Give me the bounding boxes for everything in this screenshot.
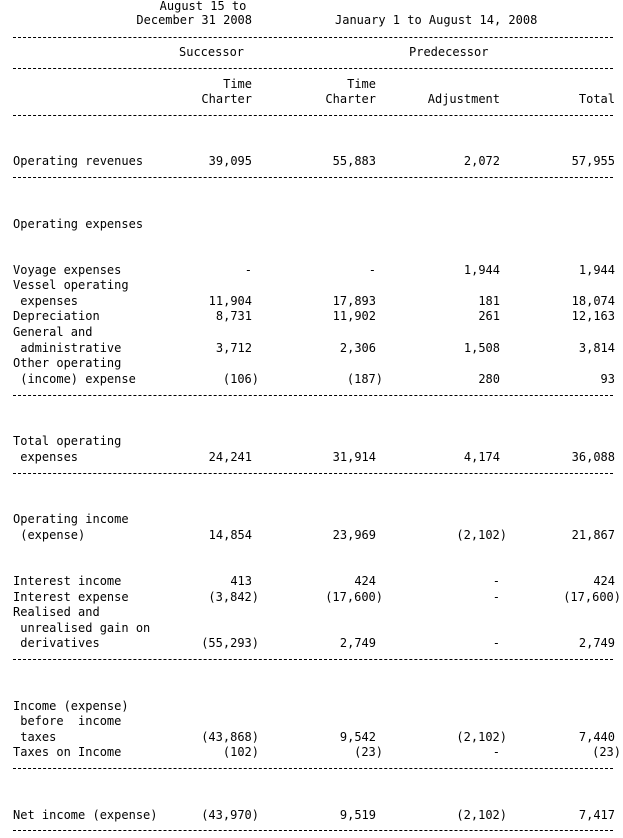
row-label-derivatives: Realised and: [13, 605, 100, 619]
value-cell: 181: [478, 294, 500, 308]
value-cell: 4,174: [463, 450, 500, 464]
value-cell: 11,902: [332, 309, 376, 323]
predecessor-label: Predecessor: [409, 45, 489, 59]
value-cell: (23): [592, 745, 621, 759]
value-cell: 55,883: [332, 154, 376, 168]
value-cell: 17,893: [332, 294, 376, 308]
value-cell: (43,970): [201, 808, 259, 822]
value-cell: 36,088: [571, 450, 615, 464]
value-cell: -: [244, 263, 252, 277]
value-cell: 21,867: [571, 528, 615, 542]
value-cell: 280: [478, 372, 500, 386]
rule: [13, 659, 613, 660]
row-label-other-operating: Other operating: [13, 356, 122, 370]
value-cell: (43,868): [201, 730, 259, 744]
value-cell: 11,904: [208, 294, 252, 308]
value-cell: -: [492, 636, 500, 650]
section-heading-operating-expenses: Operating expenses: [13, 217, 144, 231]
value-cell: 3,814: [578, 341, 615, 355]
row-label-voyage-expenses: Voyage expenses: [13, 263, 122, 277]
value-cell: 23,969: [332, 528, 376, 542]
value-cell: (2,102): [456, 528, 507, 542]
row-label-vessel-operating-cont: expenses: [13, 294, 79, 308]
value-cell: 9,542: [339, 730, 376, 744]
rule: [13, 177, 613, 178]
value-cell: 2,306: [339, 341, 376, 355]
rule: [13, 830, 613, 831]
row-label-total-operating-cont: expenses: [13, 450, 79, 464]
row-label-operating-income: Operating income: [13, 512, 129, 526]
col3-header: Adjustment: [427, 92, 500, 106]
value-cell: 1,944: [463, 263, 500, 277]
rule: [13, 473, 613, 474]
value-cell: (102): [222, 745, 259, 759]
rule: [13, 768, 613, 769]
value-cell: 18,074: [571, 294, 615, 308]
row-label-vessel-operating: Vessel operating: [13, 278, 129, 292]
predecessor-period: January 1 to August 14, 2008: [335, 13, 538, 27]
value-cell: (55,293): [201, 636, 259, 650]
value-cell: 424: [593, 574, 615, 588]
value-cell: (187): [346, 372, 383, 386]
value-cell: 424: [354, 574, 376, 588]
rule: [13, 37, 613, 38]
row-label-taxes-on-income: Taxes on Income: [13, 745, 122, 759]
successor-period-line1: August 15 to: [159, 0, 247, 13]
col1-header-line1: Time: [223, 77, 252, 91]
value-cell: 12,163: [571, 309, 615, 323]
value-cell: 57,955: [571, 154, 615, 168]
value-cell: 31,914: [332, 450, 376, 464]
row-label-income-before-taxes-cont2: taxes: [13, 730, 57, 744]
rule: [13, 115, 613, 116]
value-cell: 14,854: [208, 528, 252, 542]
value-cell: 3,712: [215, 341, 252, 355]
value-cell: (3,842): [208, 590, 259, 604]
row-label-interest-income: Interest income: [13, 574, 122, 588]
value-cell: (23): [354, 745, 383, 759]
value-cell: 7,440: [578, 730, 615, 744]
value-cell: (106): [222, 372, 259, 386]
row-label-net-income: Net income (expense): [13, 808, 158, 822]
value-cell: -: [368, 263, 376, 277]
row-label-operating-income-cont: (expense): [13, 528, 86, 542]
col4-header: Total: [578, 92, 615, 106]
value-cell: 7,417: [578, 808, 615, 822]
value-cell: 2,072: [463, 154, 500, 168]
value-cell: 9,519: [339, 808, 376, 822]
successor-label: Successor: [179, 45, 245, 59]
row-label-total-operating: Total operating: [13, 434, 122, 448]
value-cell: -: [492, 745, 500, 759]
row-label-income-before-taxes: Income (expense): [13, 699, 129, 713]
row-label-general-admin: General and: [13, 325, 93, 339]
col1-header-line2: Charter: [201, 92, 252, 106]
value-cell: (17,600): [325, 590, 383, 604]
value-cell: -: [492, 574, 500, 588]
row-label-operating-revenues: Operating revenues: [13, 154, 144, 168]
value-cell: 1,508: [463, 341, 500, 355]
value-cell: 1,944: [578, 263, 615, 277]
row-label-depreciation: Depreciation: [13, 309, 100, 323]
value-cell: 93: [600, 372, 615, 386]
value-cell: 39,095: [208, 154, 252, 168]
row-label-derivatives-cont2: derivatives: [13, 636, 100, 650]
row-label-general-admin-cont: administrative: [13, 341, 122, 355]
row-label-interest-expense: Interest expense: [13, 590, 129, 604]
value-cell: 8,731: [215, 309, 252, 323]
rule: [13, 68, 613, 69]
value-cell: 261: [478, 309, 500, 323]
value-cell: (2,102): [456, 808, 507, 822]
value-cell: 2,749: [578, 636, 615, 650]
value-cell: -: [492, 590, 500, 604]
rule: [13, 395, 613, 396]
row-label-derivatives-cont: unrealised gain on: [13, 621, 151, 635]
value-cell: 24,241: [208, 450, 252, 464]
value-cell: (2,102): [456, 730, 507, 744]
row-label-income-before-taxes-cont: before income: [13, 714, 122, 728]
col2-header-line2: Charter: [325, 92, 376, 106]
value-cell: (17,600): [563, 590, 621, 604]
value-cell: 413: [230, 574, 252, 588]
col2-header-line1: Time: [347, 77, 376, 91]
value-cell: 2,749: [339, 636, 376, 650]
successor-period-line2: December 31 2008: [136, 13, 252, 27]
row-label-other-operating-cont: (income) expense: [13, 372, 136, 386]
